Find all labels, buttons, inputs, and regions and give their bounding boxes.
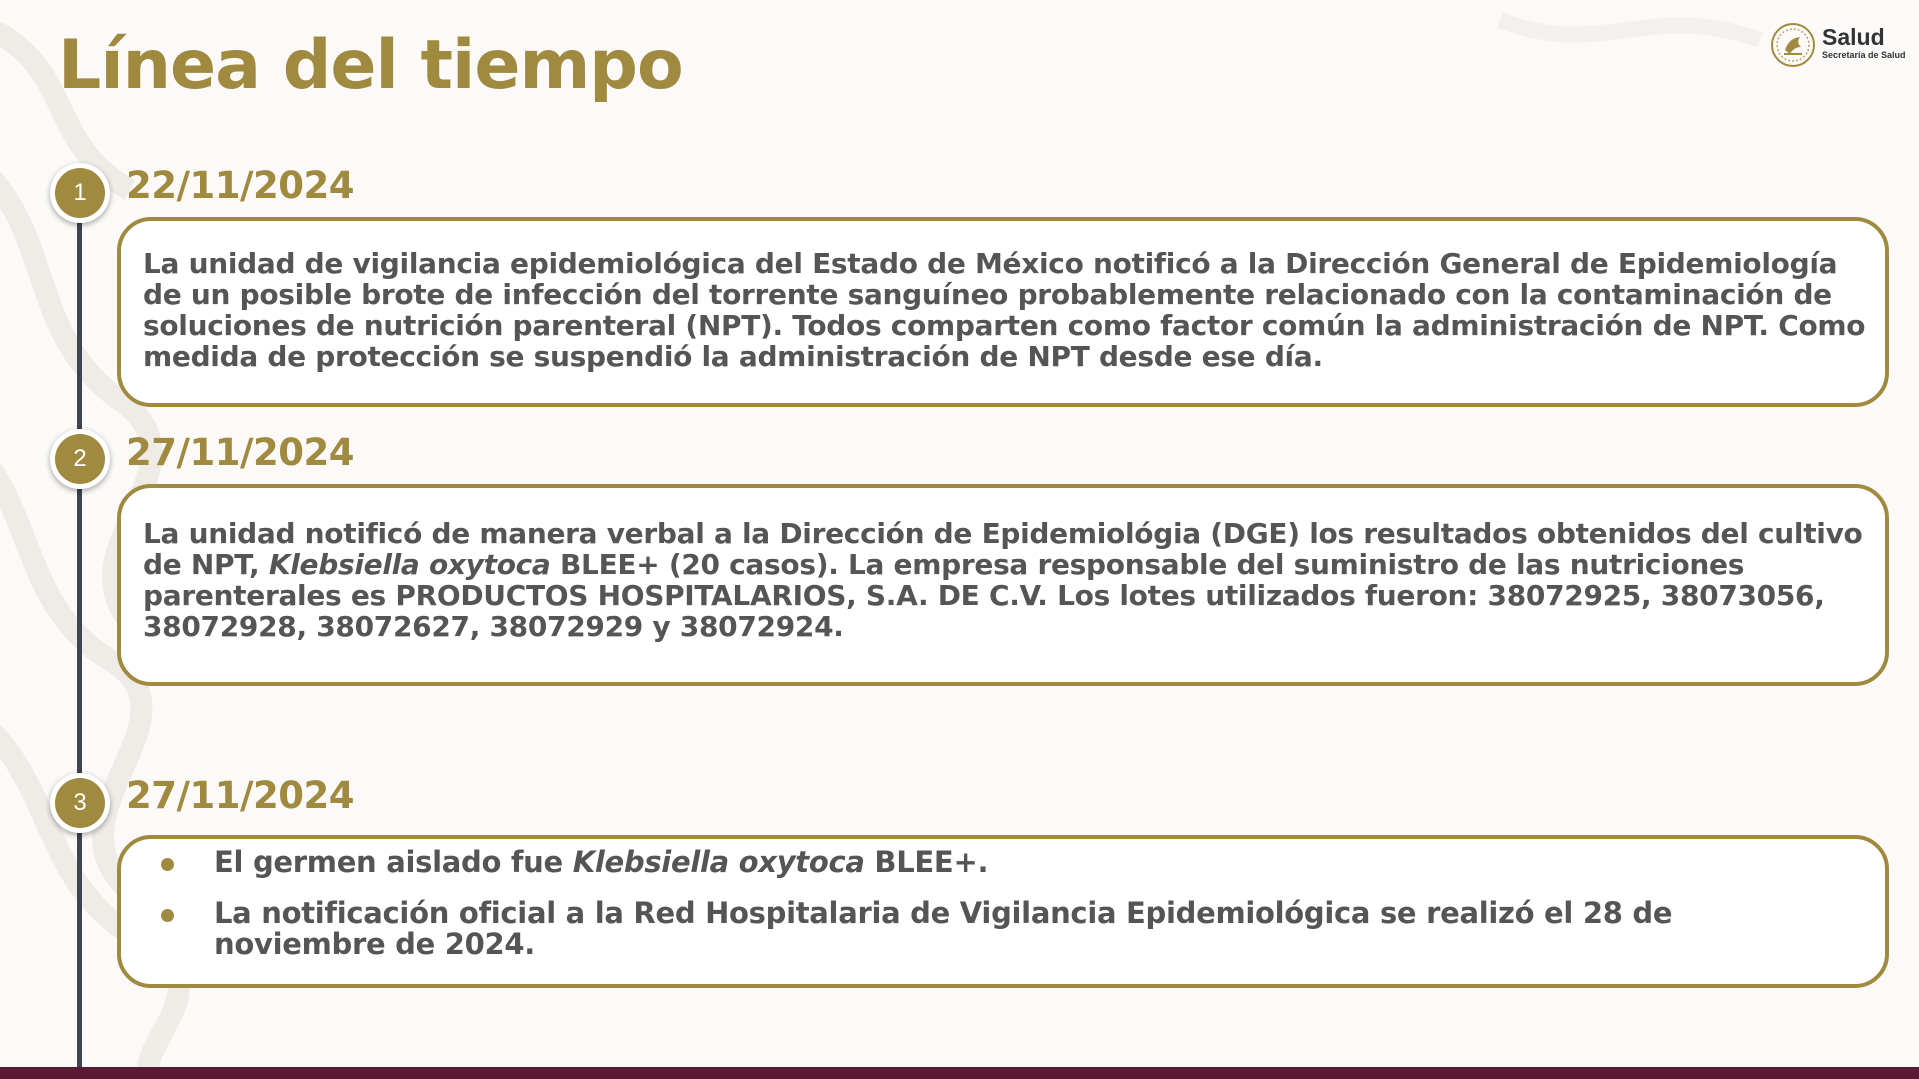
- timeline-line: [77, 190, 82, 1079]
- entry-text-1: La unidad de vigilancia epidemiológica del Estado de México notificó a la Dirección General de Epidemiología de un posible brote de infección del torrente sanguíneo probablemente relacionado con la contaminación de soluciones de nutrición parenteral (NPT). Todos comparten como factor común la administración de NPT. Como medida de protección se suspendió la administración de NPT desde ese día.: [143, 247, 1866, 373]
- entry-text-2-part: La unidad notificó de manera verbal a la Dirección de Epidemiológia (DGE) los resultados obtenidos del cultivo de NPT,: [143, 517, 1863, 581]
- page-title: Línea del tiempo: [58, 26, 683, 105]
- bullet-icon: [161, 858, 174, 871]
- entry-card-1: [117, 217, 1889, 407]
- timeline-marker-1: [50, 163, 110, 223]
- organism-name: Klebsiella oxytoca: [268, 548, 551, 581]
- entry-card-2: [117, 484, 1889, 686]
- entry-text-2-part: BLEE+ (20 casos). La empresa responsable del suministro de las nutriciones parenterales es PRODUCTOS HOSPITALARIOS, S.A. DE C.V. Los lotes utilizados fueron: 38072925, 38073056, 38072928, 38072627, 38072929 y 38072924.: [143, 548, 1825, 643]
- footer-bar: [0, 1067, 1919, 1079]
- marker-number: 2: [55, 434, 105, 484]
- bullet-list: [161, 847, 1845, 980]
- logo-subtitle: Secretaría de Salud: [1822, 50, 1906, 60]
- entry-card-3: [117, 835, 1889, 988]
- organism-name: Klebsiella oxytoca: [572, 845, 865, 879]
- entry-date-1: 22/11/2024: [126, 164, 354, 207]
- bullet-text-part: BLEE+.: [864, 845, 989, 879]
- bullet-icon: [161, 909, 174, 922]
- coat-of-arms-icon: [1770, 22, 1816, 68]
- salud-logo: [1766, 20, 1916, 72]
- entry-date-2: 27/11/2024: [126, 431, 354, 474]
- timeline-marker-3: [50, 773, 110, 833]
- marker-number: 3: [55, 778, 105, 828]
- bullet-text: La notificación oficial a la Red Hospitalaria de Vigilancia Epidemiológica se realizó el 28 de noviembre de 2024.: [214, 896, 1673, 961]
- list-item: [161, 898, 1845, 960]
- marker-number: 1: [55, 168, 105, 218]
- entry-text-2: [143, 518, 1867, 642]
- list-item: [161, 847, 1845, 878]
- entry-date-3: 27/11/2024: [126, 774, 354, 817]
- bullet-text-part: El germen aislado fue: [214, 845, 573, 879]
- logo-name: Salud: [1822, 24, 1885, 50]
- timeline-marker-2: [50, 429, 110, 489]
